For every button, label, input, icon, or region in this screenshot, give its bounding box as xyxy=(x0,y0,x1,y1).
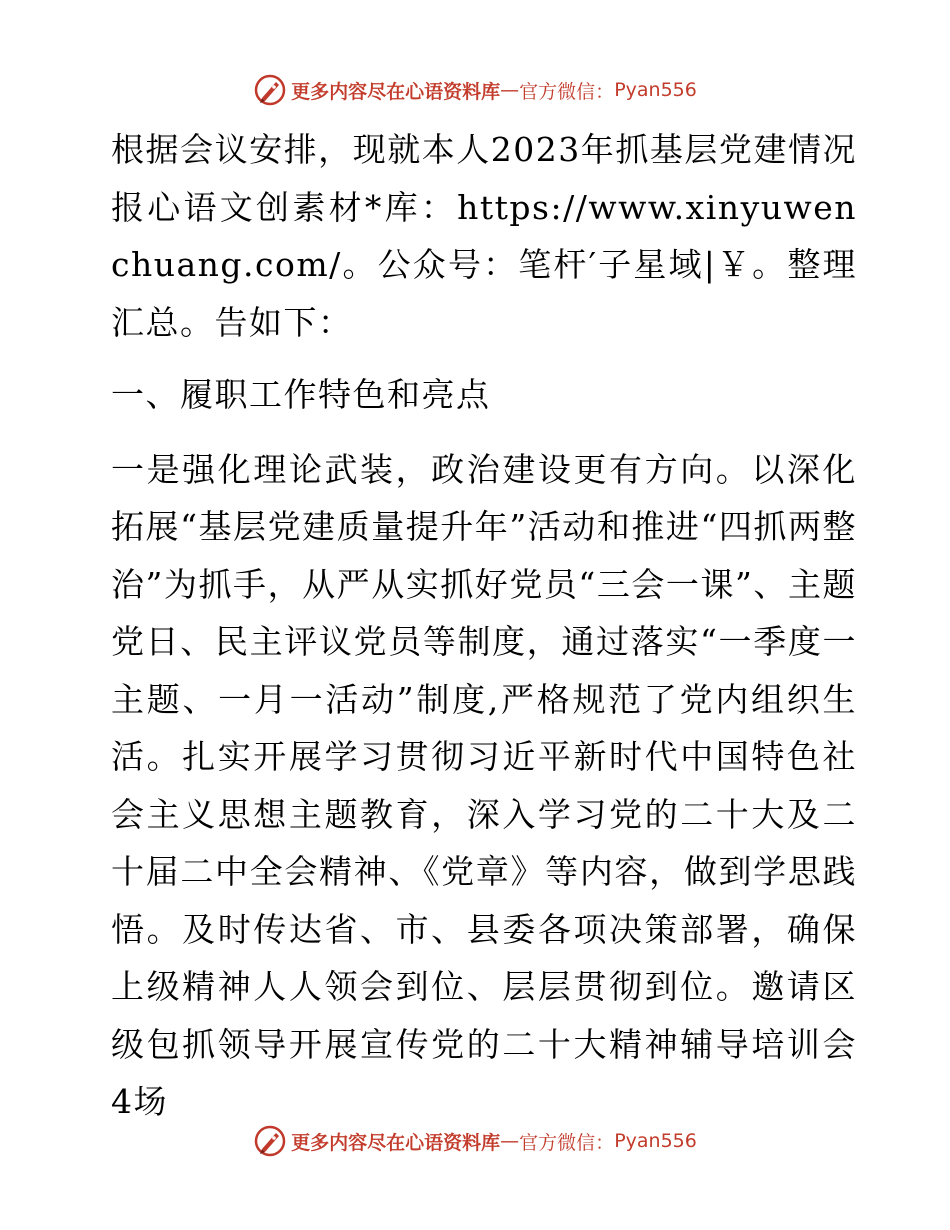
banner-site-text: 更多内容尽在心语资料库 xyxy=(291,1131,501,1154)
header-banner xyxy=(0,70,950,110)
footer-banner xyxy=(0,1121,950,1161)
body-paragraph: 一是强化理论武装，政治建设更有方向。以深化拓展“基层党建质量提升年”活动和推进“四抓两整治”为抓手，从严从实抓好党员“三会一课”、主题党日、民主评议党员等制度，通过落实“一季度一主题、一月一活动”制度,严格规范了党内组织生活。扎实开展学习贯彻习近平新时代中国特色社会主义思想主题教育，深入学习党的二十大及二十届二中全会精神、《党章》等内容，做到学思践悟。及时传达省、市、县委各项决策部署，确保上级精神人人领会到位、层层贯彻到位。邀请区级包抓领导开展宣传党的二十大精神辅导培训会4场 xyxy=(111,449,857,1121)
banner-official-text: 官方微信： xyxy=(519,80,615,103)
section-heading: 一、履职工作特色和亮点 xyxy=(111,375,491,414)
intro-paragraph: 根据会议安排，现就本人2023年抓基层党建情况报心语文创素材*库：https://www.xinyuwenchuang.com/。公众号：笔杆′子星域|￥。整理汇总。告如下： xyxy=(111,130,857,342)
banner-site-text: 更多内容尽在心语资料库 xyxy=(291,80,501,103)
banner-official-text: 官方微信： xyxy=(519,1131,615,1154)
pen-logo-icon xyxy=(253,73,287,107)
banner-dash: — xyxy=(500,1130,520,1152)
banner-wechat-id: Pyan556 xyxy=(614,1130,697,1152)
banner-dash: — xyxy=(500,79,520,101)
banner-wechat-id: Pyan556 xyxy=(614,79,697,101)
pen-logo-icon xyxy=(253,1124,287,1158)
document-body xyxy=(97,121,857,1131)
